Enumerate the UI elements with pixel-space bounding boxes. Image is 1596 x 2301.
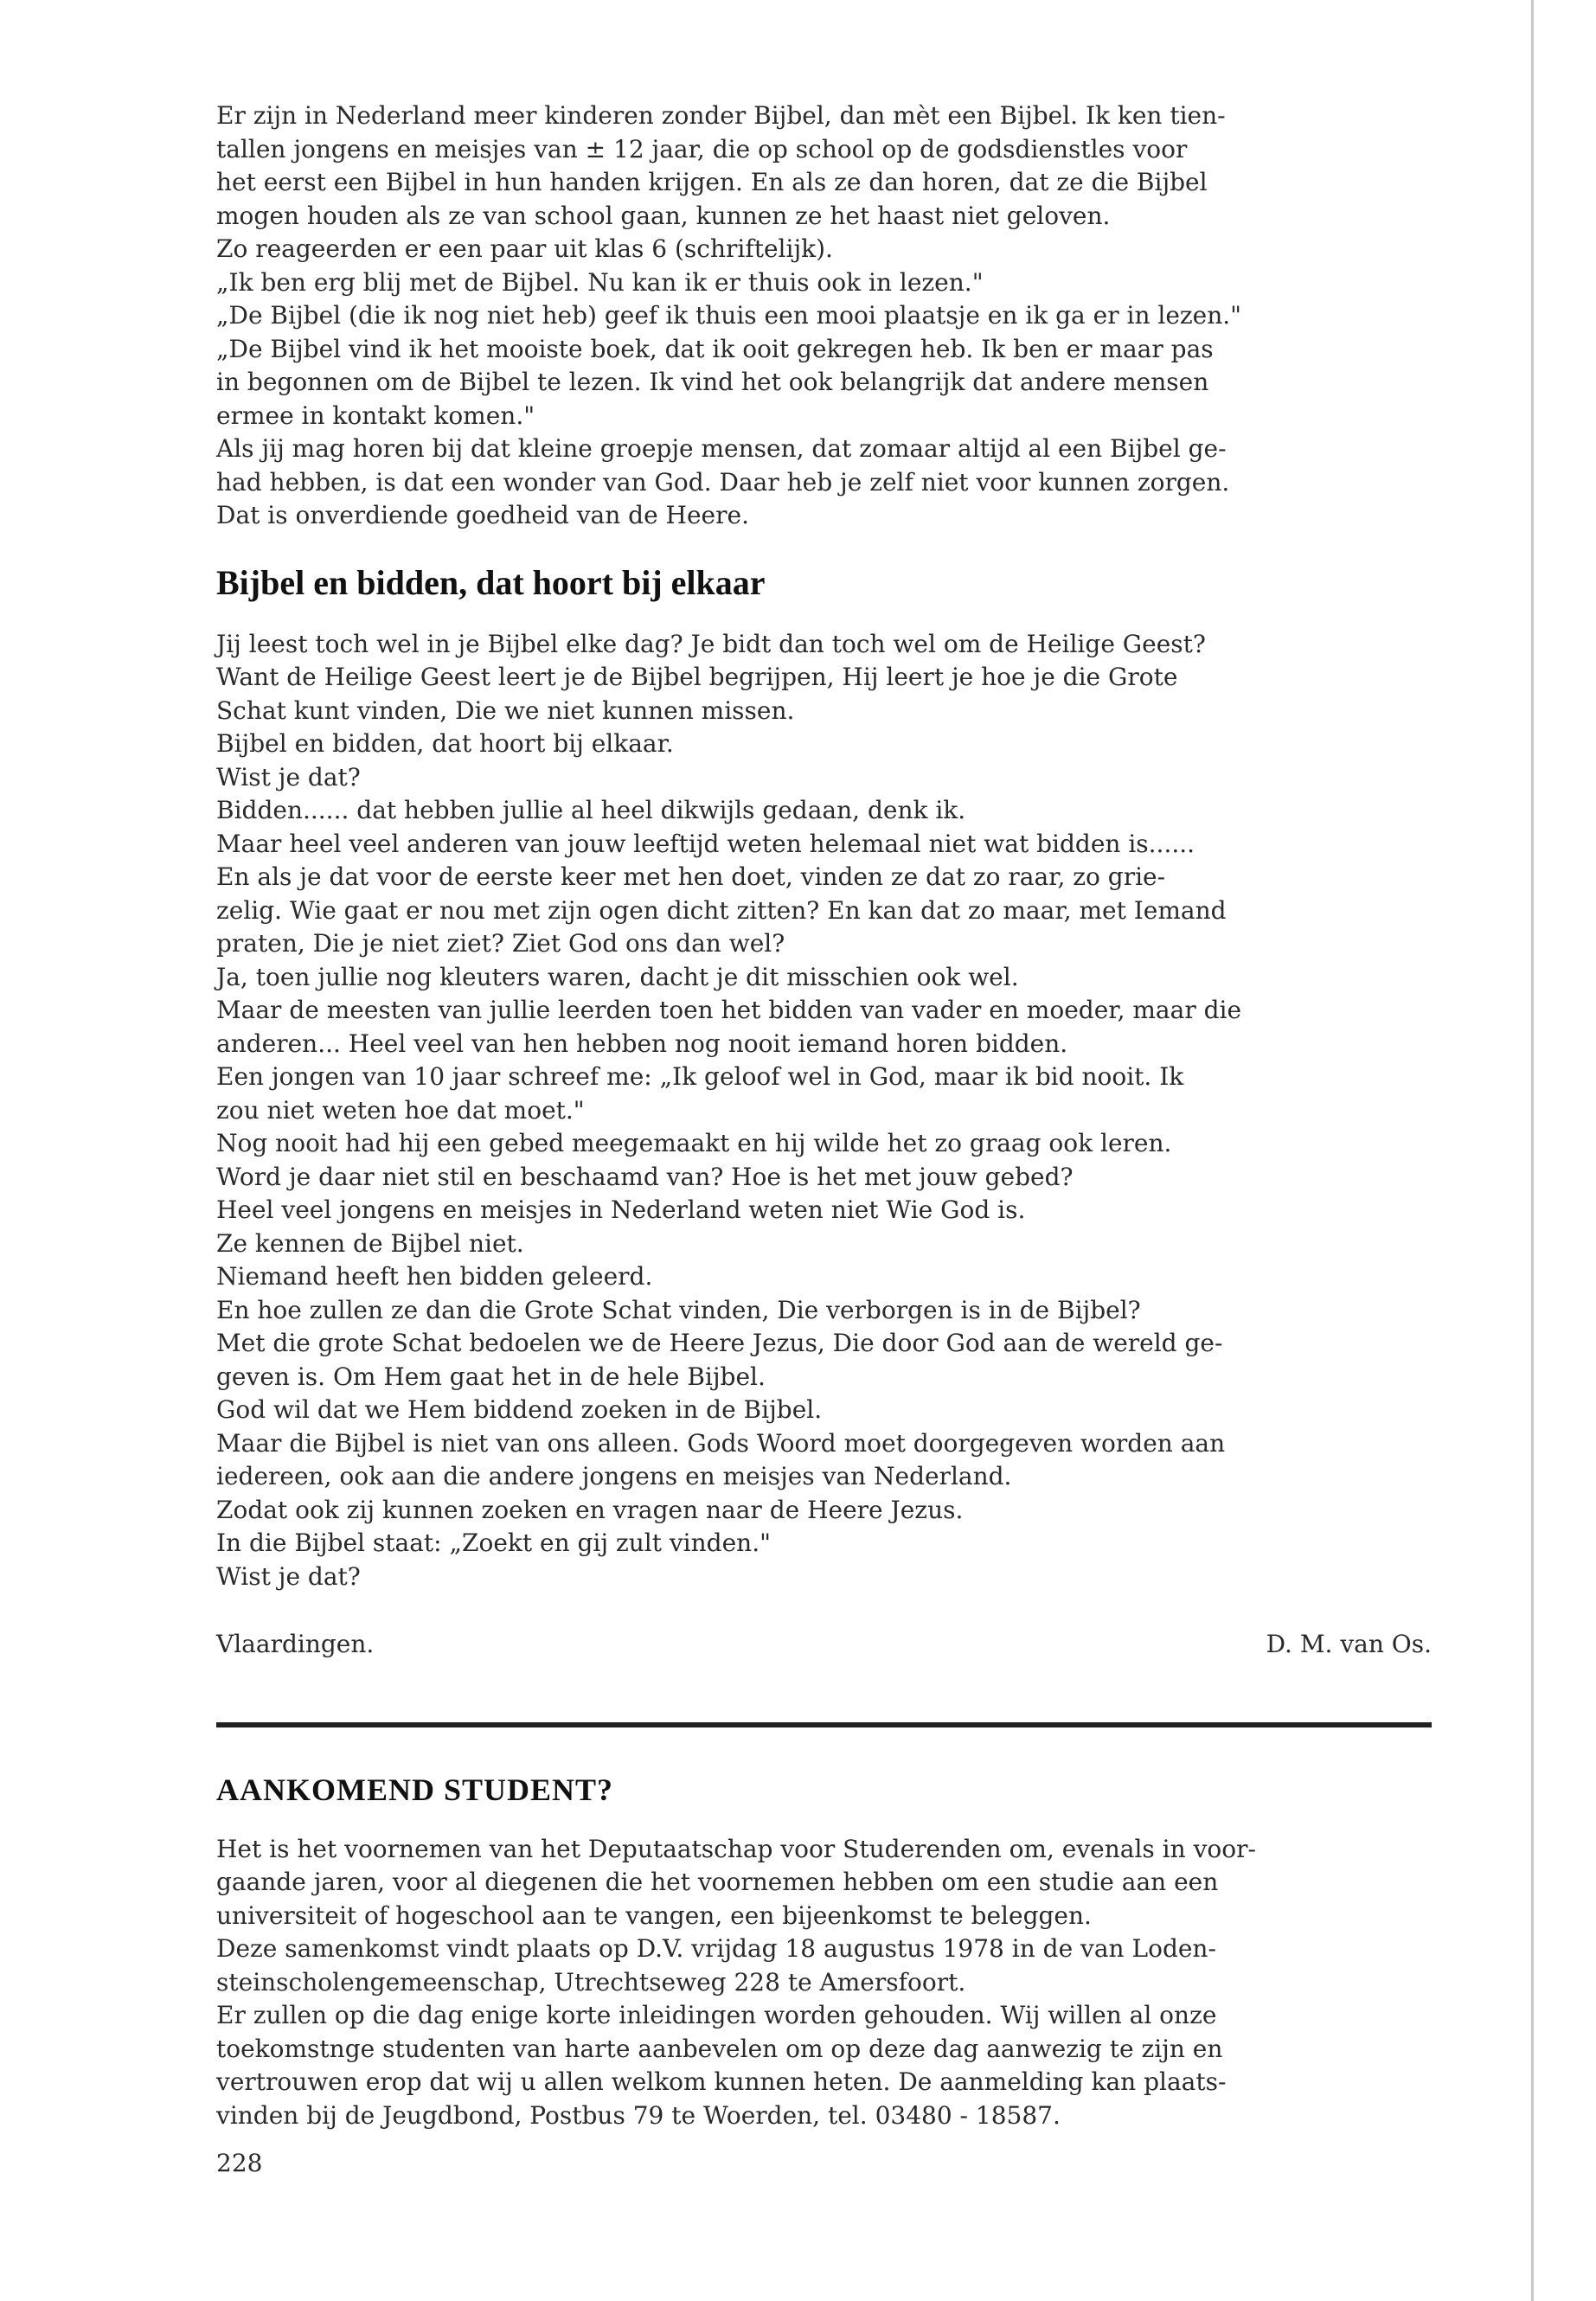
- text-line: steinscholengemeenschap, Utrechtseweg 228 te Amersfoort.: [216, 1967, 966, 1997]
- text-line: Dat is onverdiende goedheid van de Heere.: [216, 501, 749, 529]
- text-line: Schat kunt vinden, Die we niet kunnen missen.: [216, 695, 795, 725]
- text-line: Zodat ook zij kunnen zoeken en vragen naar de Heere Jezus.: [216, 1495, 964, 1524]
- section-heading: Bijbel en bidden, dat hoort bij elkaar: [216, 562, 766, 602]
- text-line: Maar de meesten van jullie leerden toen het bidden van vader en moeder, maar die: [216, 996, 1242, 1024]
- text-line: Want de Heilige Geest leert je de Bijbel begrijpen, Hij leert je hoe je die Grote: [216, 663, 1178, 691]
- text-line: „Ik ben erg blij met de Bijbel. Nu kan ik er thuis ook in lezen.": [216, 267, 984, 297]
- signature-place: Vlaardingen.: [216, 1630, 375, 1658]
- signature-row: [216, 1628, 1432, 1662]
- text-line: mogen houden als ze van school gaan, kunnen ze het haast niet geloven.: [216, 201, 1111, 230]
- text-line: Een jongen van 10 jaar schreef me: „Ik geloof wel in God, maar ik bid nooit. Ik: [216, 1062, 1184, 1091]
- section-divider: [216, 1722, 1432, 1727]
- page-number: 228: [216, 2149, 263, 2177]
- text-line: Zo reageerden er een paar uit klas 6 (schriftelijk).: [216, 234, 833, 263]
- text-line: zelig. Wie gaat er nou met zijn ogen dicht zitten? En kan dat zo maar, met Iemand: [216, 895, 1227, 925]
- text-line: Met die grote Schat bedoelen we de Heere Jezus, Die door God aan de wereld ge-: [216, 1329, 1223, 1357]
- text-line: Heel veel jongens en meisjes in Nederland weten niet Wie God is.: [216, 1195, 1026, 1224]
- text-line: praten, Die je niet ziet? Ziet God ons dan wel?: [216, 929, 785, 958]
- text-line: Wist je dat?: [216, 1561, 361, 1591]
- text-line: Ze kennen de Bijbel niet.: [216, 1228, 524, 1258]
- text-line: Ja, toen jullie nog kleuters waren, dacht je dit misschien ook wel.: [216, 962, 1019, 991]
- text-line: Niemand heeft hen bidden geleerd.: [216, 1262, 653, 1291]
- text-line: ermee in kontakt komen.": [216, 401, 535, 430]
- signature-author: D. M. van Os.: [1266, 1630, 1432, 1658]
- text-line: het eerst een Bijbel in hun handen krijgen. En als ze dan horen, dat ze die Bijbel: [216, 168, 1208, 196]
- text-line: In die Bijbel staat: „Zoekt en gij zult vinden.": [216, 1529, 771, 1557]
- text-line: En als je dat voor de eerste keer met hen doet, vinden ze dat zo raar, zo grie-: [216, 862, 1166, 891]
- text-line: iedereen, ook aan die andere jongens en meisjes van Nederland.: [216, 1462, 1012, 1490]
- text-line: toekomstnge studenten van harte aanbevelen om op deze dag aanwezig te zijn en: [216, 2034, 1223, 2063]
- text-line: universiteit of hogeschool aan te vangen, een bijeenkomst te beleggen.: [216, 1900, 1092, 1930]
- text-line: Deze samenkomst vindt plaats op D.V. vrijdag 18 augustus 1978 in de van Loden-: [216, 1934, 1216, 1963]
- text-line: zou niet weten hoe dat moet.": [216, 1095, 585, 1125]
- text-line: Het is het voornemen van het Deputaatschap voor Studerenden om, evenals in voor-: [216, 1834, 1256, 1863]
- text-line: Wist je dat?: [216, 762, 361, 792]
- text-line: Word je daar niet stil en beschaamd van? Hoe is het met jouw gebed?: [216, 1162, 1074, 1191]
- body-paragraph: [216, 628, 1432, 1594]
- text-line: Als jij mag horen bij dat kleine groepje mensen, dat zomaar altijd al een Bijbel ge-: [216, 434, 1227, 463]
- text-line: Nog nooit had hij een gebed meegemaakt en hij wilde het zo graag ook leren.: [216, 1129, 1172, 1157]
- text-line: tallen jongens en meisjes van ± 12 jaar, die op school op de godsdienstles voor: [216, 134, 1188, 163]
- text-line: Bidden...... dat hebben jullie al heel dikwijls gedaan, denk ik.: [216, 796, 966, 824]
- text-line: vertrouwen erop dat wij u allen welkom kunnen heten. De aanmelding kan plaats-: [216, 2067, 1227, 2096]
- text-line: Maar heel veel anderen van jouw leeftijd weten helemaal niet wat bidden is......: [216, 829, 1195, 858]
- text-line: Bijbel en bidden, dat hoort bij elkaar.: [216, 729, 674, 758]
- text-line: God wil dat we Hem biddend zoeken in de Bijbel.: [216, 1395, 823, 1424]
- text-line: geven is. Om Hem gaat het in de hele Bijbel.: [216, 1362, 766, 1391]
- text-line: vinden bij de Jeugdbond, Postbus 79 te Woerden, tel. 03480 - 18587.: [216, 2100, 1061, 2130]
- student-paragraph: [216, 1833, 1432, 2133]
- text-line: anderen... Heel veel van hen hebben nog nooit iemand horen bidden.: [216, 1029, 1068, 1058]
- text-line: Jij leest toch wel in je Bijbel elke dag? Je bidt dan toch wel om de Heilige Geest?: [216, 629, 1206, 658]
- text-line: in begonnen om de Bijbel te lezen. Ik vind het ook belangrijk dat andere mensen: [216, 368, 1209, 396]
- text-line: gaande jaren, voor al diegenen die het voornemen hebben om een studie aan een: [216, 1868, 1219, 1896]
- page-edge-line: [1531, 0, 1534, 2301]
- text-line: „De Bijbel (die ik nog niet heb) geef ik thuis een mooi plaatsje en ik ga er in lezen.": [216, 301, 1242, 330]
- text-line: Maar die Bijbel is niet van ons alleen. Gods Woord moet doorgegeven worden aan: [216, 1428, 1226, 1458]
- student-heading: AANKOMEND STUDENT?: [216, 1772, 614, 1807]
- text-line: had hebben, is dat een wonder van God. Daar heb je zelf niet voor kunnen zorgen.: [216, 467, 1230, 497]
- text-line: Er zullen op die dag enige korte inleidingen worden gehouden. Wij willen al onze: [216, 2001, 1217, 2029]
- text-line: En hoe zullen ze dan die Grote Schat vinden, Die verborgen is in de Bijbel?: [216, 1295, 1141, 1324]
- text-line: Er zijn in Nederland meer kinderen zonder Bijbel, dan mèt een Bijbel. Ik ken tien-: [216, 101, 1226, 130]
- page-content: [216, 99, 1432, 2132]
- intro-paragraph: [216, 99, 1432, 533]
- text-line: „De Bijbel vind ik het mooiste boek, dat ik ooit gekregen heb. Ik ben er maar pas: [216, 334, 1214, 363]
